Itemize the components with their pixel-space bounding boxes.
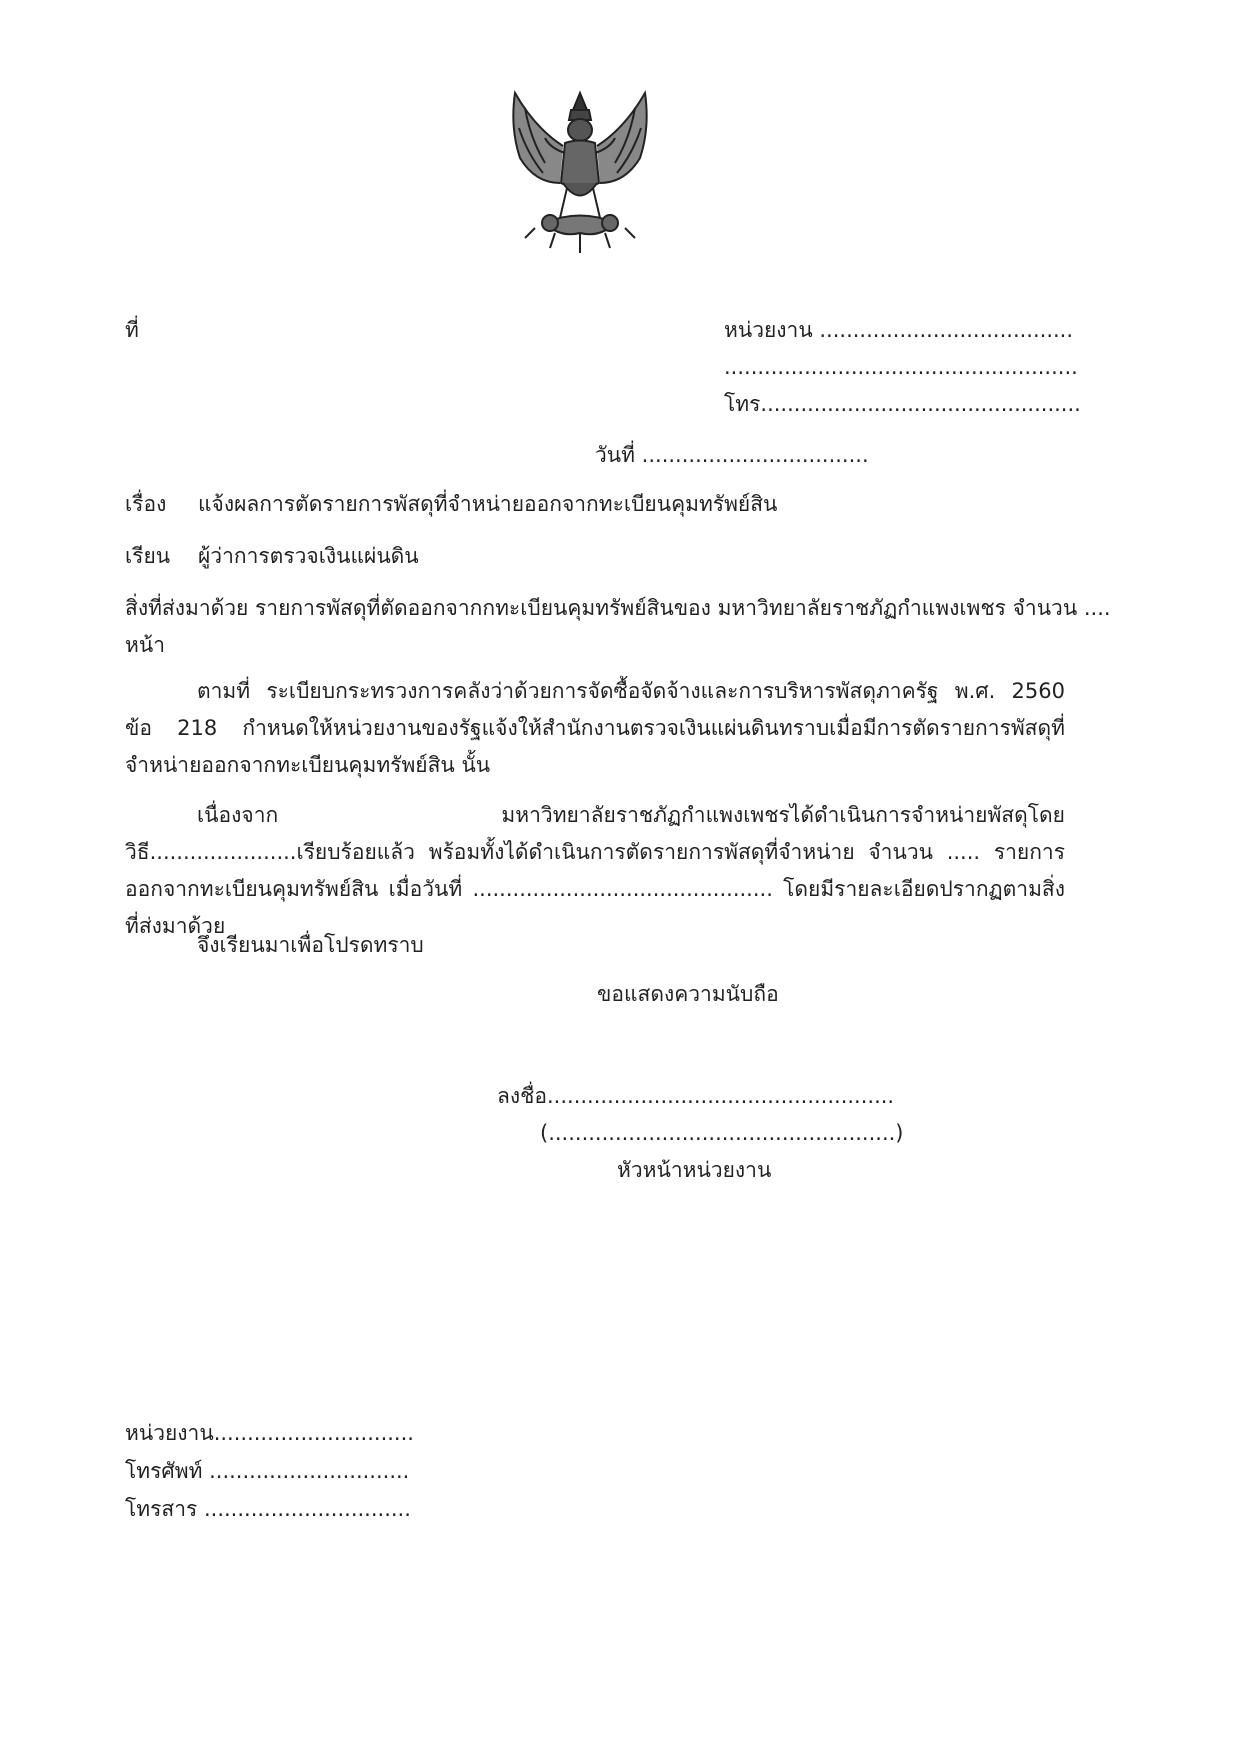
- closing-salutation: ขอแสดงความนับถือ: [597, 982, 779, 1006]
- document-number-label: ที่: [125, 318, 139, 342]
- recipient-text: ผู้ว่าการตรวจเงินแผ่นดิน: [198, 544, 419, 568]
- date-line: วันที่ ..................................: [595, 443, 869, 467]
- body-paragraph-1-text: ตามที่ ระเบียบกระทรวงการคลังว่าด้วยการจัดซื้อจัดจ้างและการบริหารพัสดุภาครัฐ พ.ศ. 2560 ข้อ 218 กำหนดให้หน่วยงานของรัฐแจ้งให้สำนักงานตรวจเงินแผ่นดินทราบเมื่อมีการตัดรายการพัสดุที่จำหน่ายออกจากทะเบียนคุมทรัพย์สิน นั้น: [125, 679, 1065, 777]
- recipient-label: เรียน: [125, 544, 171, 568]
- signatory-name-line: (....................................................): [540, 1121, 904, 1145]
- enclosure-line: สิ่งที่ส่งมาด้วย รายการพัสดุที่ตัดออกจากกทะเบียนคุมทรัพย์สินของ มหาวิทยาลัยราชภัฏกำแพงเพชร จำนวน ....: [125, 596, 1111, 620]
- body-paragraph-3: จึงเรียนมาเพื่อโปรดทราบ: [197, 933, 424, 957]
- agency-address-line: .....................................................: [724, 355, 1078, 379]
- body-paragraph-2-text: เนื่องจาก มหาวิทยาลัยราชภัฏกำแพงเพชรได้ดำเนินการจำหน่ายพัสดุโดยวิธี......................เรียบร้อยแล้ว พร้อมทั้งได้ดำเนินการตัดรายการพัสดุที่จำหน่าย จำนวน ..... รายการ ออกจากทะเบียนคุมทรัพย์สิน เมื่อวันที่ ............................................. โดยมีรายละเอียดปรากฏตามสิ่งที่ส่งมาด้วย: [125, 803, 1065, 938]
- signature-line: ลงชื่อ....................................................: [497, 1084, 895, 1108]
- body-paragraph-1: [125, 673, 1065, 784]
- footer-agency: หน่วยงาน..............................: [125, 1421, 414, 1445]
- footer-phone: โทรศัพท์ ..............................: [125, 1459, 410, 1483]
- body-paragraph-2: [125, 797, 1065, 945]
- agency-line: หน่วยงาน ......................................: [724, 318, 1074, 342]
- telephone-line: โทร................................................: [724, 392, 1081, 416]
- garuda-emblem-icon: [505, 88, 655, 258]
- enclosure-pages: หน้า: [125, 633, 165, 657]
- subject-label: เรื่อง: [125, 492, 167, 516]
- subject-text: แจ้งผลการตัดรายการพัสดุที่จำหน่ายออกจากทะเบียนคุมทรัพย์สิน: [198, 492, 778, 516]
- footer-fax: โทรสาร ...............................: [125, 1497, 411, 1521]
- signatory-position: หัวหน้าหน่วยงาน: [617, 1158, 772, 1182]
